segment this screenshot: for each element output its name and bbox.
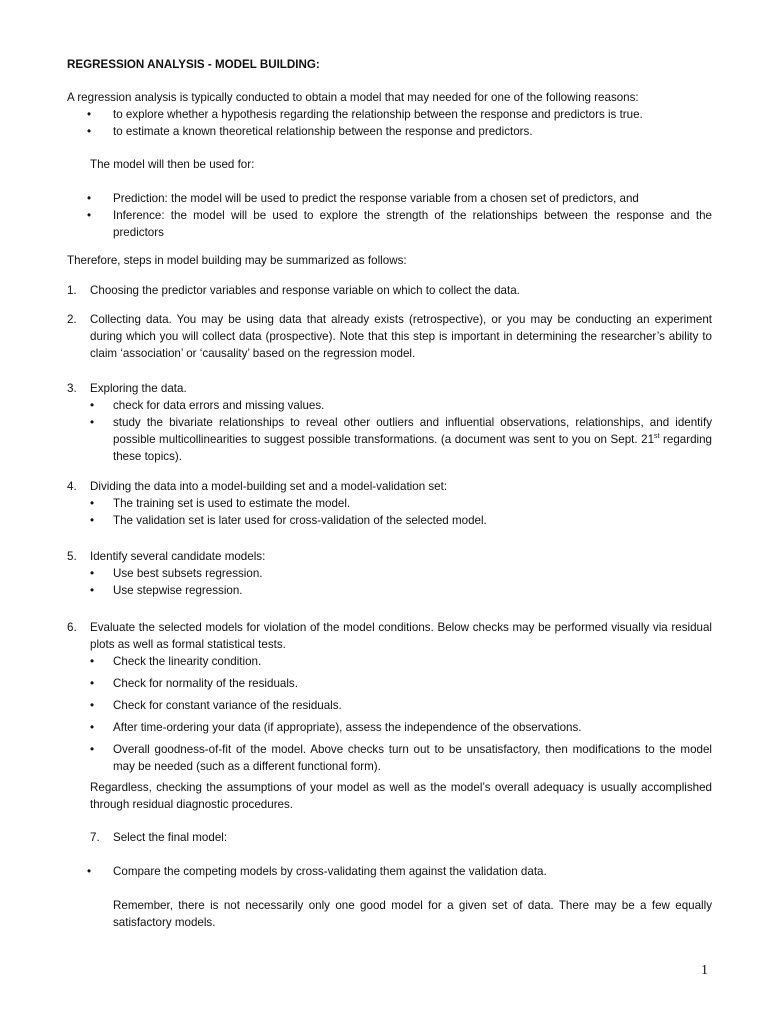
bullet-icon: • <box>87 192 92 205</box>
step-text: Choosing the predictor variables and response variable on which to collect the data. <box>90 284 520 297</box>
list-item: • to explore whether a hypothesis regarding the relationship between the response and predictors is true. <box>87 108 643 121</box>
step-7-note: Remember, there is not necessarily only one good model for a given set of data. There may be a few equally satisfactory models. <box>113 899 712 929</box>
list-item: • Prediction: the model will be used to predict the response variable from a chosen set of predictors, and <box>87 192 639 205</box>
bullet-icon: • <box>87 209 92 222</box>
list-item: • Overall goodness-of-fit of the model. Above checks turn out to be unsatisfactory, then modifications to the model may be needed (such as a different functional form). <box>90 743 712 773</box>
page-title: REGRESSION ANALYSIS - MODEL BUILDING: <box>67 58 320 71</box>
list-item: • to estimate a known theoretical relationship between the response and predictors. <box>87 125 533 138</box>
step-6-bullet-list <box>90 653 712 775</box>
step-3 <box>67 380 712 465</box>
step-number: 6. <box>67 621 77 634</box>
step-number: 1. <box>67 284 77 297</box>
list-item: • Use best subsets regression. <box>90 567 263 580</box>
step-text: Evaluate the selected models for violation of the model conditions. Below checks may be performed visually via residual plots as well as formal statistical tests. <box>90 621 712 651</box>
used-for-label: The model will then be used for: <box>90 158 255 171</box>
step-text: Collecting data. You may be using data that already exists (retrospective), or you may be conducting an experiment during which you will collect data (prospective). Note that this step is important in determining the researcher’s ability to claim ‘association’ or ‘causality’ based on the regression model. <box>90 313 712 360</box>
list-item: • The validation set is later used for cross-validation of the selected model. <box>90 514 487 527</box>
list-item: • Use stepwise regression. <box>90 584 243 597</box>
step-1 <box>67 282 712 299</box>
intro-paragraph: A regression analysis is typically conducted to obtain a model that may needed for one of the following reasons: <box>67 91 639 104</box>
step-6-note: Regardless, checking the assumptions of your model as well as the model’s overall adequacy is usually accomplished through residual diagnostic procedures. <box>90 781 712 811</box>
step-5 <box>67 548 712 599</box>
list-item: • study the bivariate relationships to reveal other outliers and influential observations, relationships, and identify possible multicollinearities to suggest possible transformations. (a document was sent to you on Sept. 21st regarding these topics). <box>90 416 712 463</box>
step-5-bullet-list <box>90 565 712 599</box>
superscript: st <box>654 433 660 441</box>
bullet-icon: • <box>87 108 92 121</box>
step-number: 4. <box>67 480 77 493</box>
step-4 <box>67 478 712 529</box>
step-text: Exploring the data. <box>90 382 187 395</box>
used-for-bullet-list <box>67 190 712 241</box>
step-number: 3. <box>67 382 77 395</box>
document-body <box>67 56 712 931</box>
bullet-icon: • <box>90 399 95 412</box>
step-6 <box>67 619 712 813</box>
page-number: 1 <box>701 963 708 978</box>
list-item: • Inference: the model will be used to explore the strength of the relationships between the response and the predictors <box>87 209 712 239</box>
bullet-icon: • <box>90 743 95 756</box>
intro-bullet-list <box>67 106 712 140</box>
list-item: • The training set is used to estimate the model. <box>90 497 351 510</box>
bullet-icon: • <box>90 497 95 510</box>
bullet-icon: • <box>87 865 92 878</box>
bullet-icon: • <box>87 125 92 138</box>
step-text: Select the final model: <box>113 831 228 844</box>
step-number: 2. <box>67 313 77 326</box>
bullet-icon: • <box>90 567 95 580</box>
list-item: • Check for constant variance of the residuals. <box>90 699 342 712</box>
step-number: 7. <box>90 831 100 844</box>
bullet-icon: • <box>90 655 95 668</box>
list-item: • Check the linearity condition. <box>90 655 262 668</box>
step-4-bullet-list <box>90 495 712 529</box>
list-item: • Check for normality of the residuals. <box>90 677 298 690</box>
step-7 <box>90 829 712 846</box>
bullet-icon: • <box>90 584 95 597</box>
bullet-icon: • <box>90 416 95 429</box>
steps-intro: Therefore, steps in model building may be summarized as follows: <box>67 254 407 267</box>
bullet-icon: • <box>90 514 95 527</box>
step-text: Dividing the data into a model-building set and a model-validation set: <box>90 480 448 493</box>
step-7-bullet-list <box>67 863 712 880</box>
bullet-icon: • <box>90 677 95 690</box>
step-3-bullet-list <box>90 397 712 465</box>
bullet-icon: • <box>90 721 95 734</box>
step-2 <box>67 311 712 362</box>
bullet-icon: • <box>90 699 95 712</box>
step-text: Identify several candidate models: <box>90 550 266 563</box>
list-item: • check for data errors and missing values. <box>90 399 325 412</box>
list-item: • After time-ordering your data (if appropriate), assess the independence of the observations. <box>90 721 582 734</box>
list-item: • Compare the competing models by cross-validating them against the validation data. <box>87 865 547 878</box>
step-number: 5. <box>67 550 77 563</box>
